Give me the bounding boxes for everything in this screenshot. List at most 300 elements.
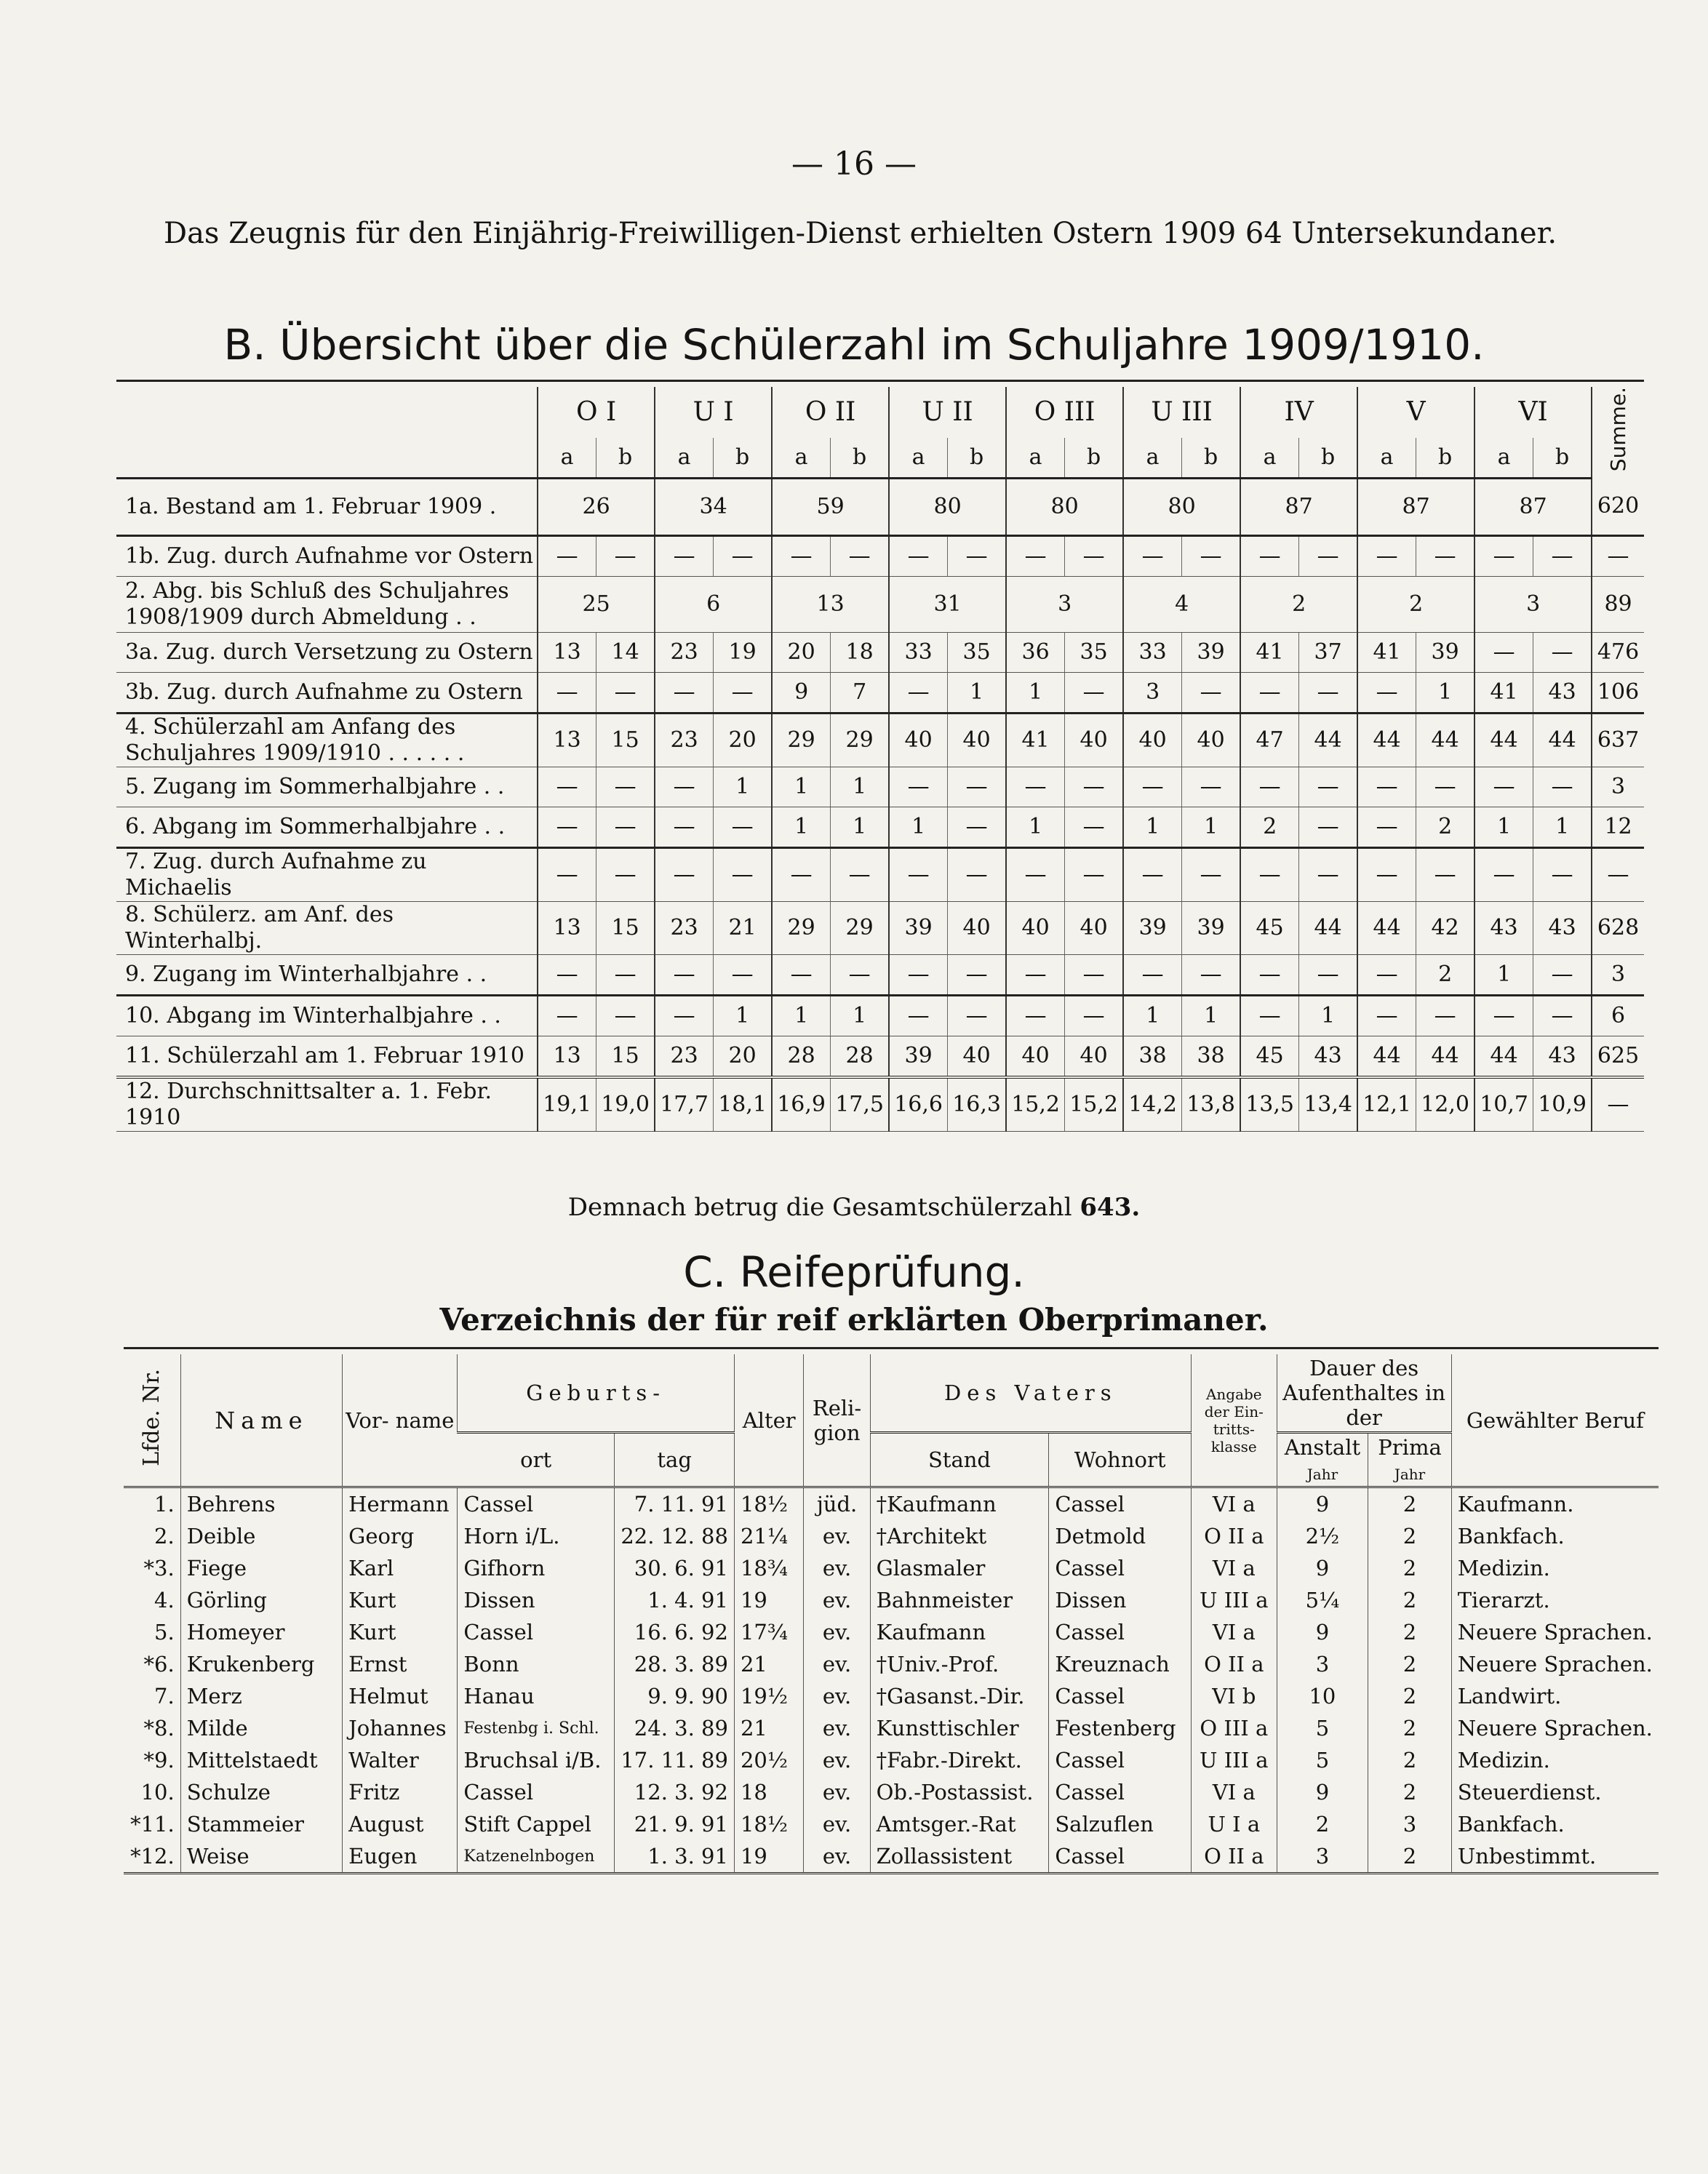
cell: — <box>655 767 714 807</box>
cell: 23 <box>655 1036 714 1077</box>
prima-cell: 2 <box>1368 1552 1451 1584</box>
stand-cell: Kunsttischler <box>870 1712 1049 1744</box>
sub-a-header: a <box>1357 438 1416 478</box>
cell: — <box>655 535 714 576</box>
cell: — <box>596 995 655 1036</box>
cell: — <box>831 847 890 901</box>
cell: 40 <box>1006 1036 1065 1077</box>
anstalt-cell: 5¼ <box>1277 1584 1368 1616</box>
cell: — <box>1182 672 1241 713</box>
religion-cell: ev. <box>804 1840 870 1874</box>
cell: 13,5 <box>1240 1077 1299 1132</box>
cell: 44 <box>1474 1036 1533 1077</box>
table-row <box>124 1776 1659 1808</box>
cell: 15 <box>596 1036 655 1077</box>
cell: — <box>538 672 596 713</box>
row-sum: 628 <box>1592 901 1644 954</box>
tag-cell: 1. 4. 91 <box>615 1584 735 1616</box>
cell: — <box>1299 847 1358 901</box>
row-sum: — <box>1592 535 1644 576</box>
cell: 47 <box>1240 713 1299 767</box>
cell: 40 <box>1065 713 1124 767</box>
cell: 19 <box>714 632 773 672</box>
cell: — <box>1533 767 1592 807</box>
cell: 29 <box>831 713 890 767</box>
religion-cell: ev. <box>804 1712 870 1744</box>
religion-cell: ev. <box>804 1552 870 1584</box>
vorname-cell: August <box>343 1808 458 1840</box>
religion-cell: ev. <box>804 1680 870 1712</box>
klasse-cell: VI a <box>1192 1487 1277 1521</box>
anstalt-cell: 9 <box>1277 1776 1368 1808</box>
cell: 17,5 <box>831 1077 890 1132</box>
cell: 28 <box>831 1036 890 1077</box>
cell: 44 <box>1299 713 1358 767</box>
cell: 7 <box>831 672 890 713</box>
beruf-cell: Medizin. <box>1451 1744 1659 1776</box>
cell: 1 <box>1182 995 1241 1036</box>
cell: 2 <box>1416 954 1475 995</box>
class-header: IV <box>1240 387 1357 438</box>
cell: — <box>596 954 655 995</box>
table-row <box>124 1712 1659 1744</box>
sub-b-header: b <box>1299 438 1358 478</box>
ort-cell: Cassel <box>458 1616 615 1648</box>
beruf-cell: Kaufmann. <box>1451 1487 1659 1521</box>
col-nr: Lfde. Nr. <box>124 1354 180 1487</box>
cell: — <box>772 847 831 901</box>
name-cell: Fiege <box>180 1552 342 1584</box>
klasse-cell: VI a <box>1192 1552 1277 1584</box>
col-prima: Prima Jahr <box>1368 1433 1451 1487</box>
religion-cell: ev. <box>804 1584 870 1616</box>
beruf-cell: Neuere Sprachen. <box>1451 1616 1659 1648</box>
total-line <box>0 1193 1708 1222</box>
cell: 38 <box>1182 1036 1241 1077</box>
cell: 1 <box>1006 807 1065 847</box>
row-sum: 12 <box>1592 807 1644 847</box>
klasse-cell: O III a <box>1192 1712 1277 1744</box>
table-row <box>116 632 1644 672</box>
table-row <box>124 1840 1659 1874</box>
stand-cell: Zollassistent <box>870 1840 1049 1874</box>
name-cell: Schulze <box>180 1776 342 1808</box>
cell: 13,8 <box>1182 1077 1241 1132</box>
cell: — <box>1065 847 1124 901</box>
stand-cell: Amtsger.-Rat <box>870 1808 1049 1840</box>
total-value: 643. <box>1080 1193 1141 1222</box>
tag-cell: 7. 11. 91 <box>615 1487 735 1521</box>
sub-a-header: a <box>1123 438 1182 478</box>
col-alter: Alter <box>734 1354 804 1487</box>
cell: 41 <box>1240 632 1299 672</box>
cell: 1 <box>1299 995 1358 1036</box>
cell: — <box>948 954 1007 995</box>
cell: 1 <box>714 995 773 1036</box>
vorname-cell: Kurt <box>343 1616 458 1648</box>
anstalt-cell: 2½ <box>1277 1520 1368 1552</box>
class-header: U III <box>1123 387 1240 438</box>
cell: 1 <box>1123 807 1182 847</box>
cell: — <box>538 807 596 847</box>
row-label: 12. Durchschnittsalter a. 1. Febr. 1910 <box>116 1077 538 1132</box>
cell: — <box>1182 954 1241 995</box>
cell: — <box>596 847 655 901</box>
col-geburts: Geburts- <box>458 1354 735 1433</box>
row-sum: 620 <box>1592 478 1644 535</box>
vorname-cell: Karl <box>343 1552 458 1584</box>
cell: 14,2 <box>1123 1077 1182 1132</box>
prima-cell: 2 <box>1368 1744 1451 1776</box>
cell: 23 <box>655 901 714 954</box>
stand-cell: Kaufmann <box>870 1616 1049 1648</box>
col-tag: tag <box>615 1433 735 1487</box>
merged-cell: 80 <box>889 478 1006 535</box>
cell: 9 <box>772 672 831 713</box>
cell: — <box>1474 847 1533 901</box>
tag-cell: 16. 6. 92 <box>615 1616 735 1648</box>
name-cell: Merz <box>180 1680 342 1712</box>
cell: 15,2 <box>1065 1077 1124 1132</box>
name-cell: Behrens <box>180 1487 342 1521</box>
merged-cell: 80 <box>1123 478 1240 535</box>
row-label: 8. Schülerz. am Anf. des Winterhalbj. <box>116 901 538 954</box>
alter-cell: 19½ <box>734 1680 804 1712</box>
table-row <box>124 1584 1659 1616</box>
nr-cell: *12. <box>124 1840 180 1874</box>
cell: — <box>1240 954 1299 995</box>
cell: 13 <box>538 713 596 767</box>
tag-cell: 1. 3. 91 <box>615 1840 735 1874</box>
row-label: 5. Zugang im Sommerhalbjahre . . <box>116 767 538 807</box>
wohnort-cell: Salzuflen <box>1049 1808 1192 1840</box>
cell: 40 <box>948 1036 1007 1077</box>
cell: — <box>538 995 596 1036</box>
col-name: Name <box>180 1354 342 1487</box>
cell: 45 <box>1240 901 1299 954</box>
row-sum: 637 <box>1592 713 1644 767</box>
vorname-cell: Hermann <box>343 1487 458 1521</box>
cell: — <box>1299 954 1358 995</box>
vorname-cell: Ernst <box>343 1648 458 1680</box>
tag-cell: 12. 3. 92 <box>615 1776 735 1808</box>
col-vorname: Vor- name <box>343 1354 458 1487</box>
sub-a-header: a <box>772 438 831 478</box>
ort-cell: Katzenelnbogen <box>458 1840 615 1874</box>
wohnort-cell: Cassel <box>1049 1744 1192 1776</box>
cell: — <box>1357 995 1416 1036</box>
cell: — <box>1123 847 1182 901</box>
cell: 41 <box>1006 713 1065 767</box>
nr-cell: 7. <box>154 1684 175 1709</box>
row-label: 4. Schülerzahl am Anfang des Schuljahres 1909/1910 . . . . . . <box>116 713 538 767</box>
cell: 12,0 <box>1416 1077 1475 1132</box>
cell: — <box>1474 632 1533 672</box>
cell: — <box>831 954 890 995</box>
anstalt-cell: 3 <box>1277 1648 1368 1680</box>
klasse-cell: VI a <box>1192 1616 1277 1648</box>
cell: 40 <box>1123 713 1182 767</box>
tag-cell: 9. 9. 90 <box>615 1680 735 1712</box>
stand-cell: †Gasanst.-Dir. <box>870 1680 1049 1712</box>
vorname-cell: Kurt <box>343 1584 458 1616</box>
beruf-cell: Medizin. <box>1451 1552 1659 1584</box>
religion-cell: ev. <box>804 1520 870 1552</box>
cell: 40 <box>948 713 1007 767</box>
row-sum: 3 <box>1592 954 1644 995</box>
divider <box>116 380 1644 382</box>
klasse-cell: O II a <box>1192 1840 1277 1874</box>
cell: 40 <box>1065 1036 1124 1077</box>
sub-b-header: b <box>948 438 1007 478</box>
cell: — <box>1299 807 1358 847</box>
row-sum: 476 <box>1592 632 1644 672</box>
cell: — <box>655 995 714 1036</box>
cell: — <box>1533 847 1592 901</box>
cell: 39 <box>889 901 948 954</box>
cell: — <box>1006 995 1065 1036</box>
prima-cell: 2 <box>1368 1487 1451 1521</box>
stand-cell: Ob.-Postassist. <box>870 1776 1049 1808</box>
alter-cell: 19 <box>734 1584 804 1616</box>
cell: — <box>948 767 1007 807</box>
cell: 23 <box>655 632 714 672</box>
beruf-cell: Neuere Sprachen. <box>1451 1712 1659 1744</box>
table-row <box>116 767 1644 807</box>
cell: 3 <box>1123 672 1182 713</box>
merged-cell: 34 <box>655 478 772 535</box>
col-wohnort: Wohnort <box>1049 1433 1192 1487</box>
wohnort-cell: Kreuznach <box>1049 1648 1192 1680</box>
cell: 35 <box>1065 632 1124 672</box>
wohnort-cell: Cassel <box>1049 1840 1192 1874</box>
cell: 44 <box>1357 1036 1416 1077</box>
cell: 29 <box>831 901 890 954</box>
cell: 1 <box>772 995 831 1036</box>
sub-b-header: b <box>714 438 773 478</box>
table-row <box>124 1680 1659 1712</box>
cell: — <box>772 954 831 995</box>
cell: — <box>1416 767 1475 807</box>
nr-cell: 2. <box>154 1524 175 1548</box>
table-row <box>116 713 1644 767</box>
vorname-cell: Fritz <box>343 1776 458 1808</box>
wohnort-cell: Cassel <box>1049 1616 1192 1648</box>
wohnort-cell: Detmold <box>1049 1520 1192 1552</box>
cell: 1 <box>1416 672 1475 713</box>
section-c-subtitle: Verzeichnis der für reif erklärten Oberprimaner. <box>439 1302 1269 1338</box>
cell: 1 <box>831 767 890 807</box>
cell: — <box>1533 535 1592 576</box>
cell: — <box>1065 767 1124 807</box>
col-dauer: Dauer des Aufenthaltes in der <box>1277 1354 1451 1433</box>
stand-cell: Bahnmeister <box>870 1584 1049 1616</box>
cell: — <box>714 847 773 901</box>
cell: 10,9 <box>1533 1077 1592 1132</box>
header-blank <box>116 387 538 438</box>
cell: — <box>1474 535 1533 576</box>
row-sum: 3 <box>1592 767 1644 807</box>
cell: — <box>1182 535 1241 576</box>
class-header: U I <box>655 387 772 438</box>
nr-cell: *8. <box>143 1716 175 1741</box>
cell: 29 <box>772 901 831 954</box>
prima-cell: 2 <box>1368 1648 1451 1680</box>
alter-cell: 19 <box>734 1840 804 1874</box>
row-label: 3b. Zug. durch Aufnahme zu Ostern <box>116 672 538 713</box>
religion-cell: jüd. <box>804 1487 870 1521</box>
col-ort: ort <box>458 1433 615 1487</box>
vorname-cell: Johannes <box>343 1712 458 1744</box>
cell: — <box>1240 535 1299 576</box>
ort-cell: Cassel <box>458 1487 615 1521</box>
cell: — <box>1006 767 1065 807</box>
cell: — <box>538 954 596 995</box>
stand-cell: †Fabr.-Direkt. <box>870 1744 1049 1776</box>
cell: 45 <box>1240 1036 1299 1077</box>
cell: 29 <box>772 713 831 767</box>
cell: — <box>596 535 655 576</box>
stand-cell: †Kaufmann <box>870 1487 1049 1521</box>
anstalt-cell: 9 <box>1277 1552 1368 1584</box>
row-sum: 106 <box>1592 672 1644 713</box>
table-row <box>124 1520 1659 1552</box>
row-label: 9. Zugang im Winterhalbjahre . . <box>116 954 538 995</box>
cell: — <box>889 847 948 901</box>
cell: 1 <box>1006 672 1065 713</box>
table-row <box>124 1808 1659 1840</box>
cell: — <box>889 995 948 1036</box>
prima-cell: 2 <box>1368 1776 1451 1808</box>
row-label: 11. Schülerzahl am 1. Februar 1910 <box>116 1036 538 1077</box>
name-cell: Deible <box>180 1520 342 1552</box>
wohnort-cell: Festenberg <box>1049 1712 1192 1744</box>
wohnort-cell: Dissen <box>1049 1584 1192 1616</box>
cell: 41 <box>1474 672 1533 713</box>
beruf-cell: Steuerdienst. <box>1451 1776 1659 1808</box>
alter-cell: 18¾ <box>734 1552 804 1584</box>
cell: — <box>1533 954 1592 995</box>
cell: — <box>1357 807 1416 847</box>
ort-cell: Hanau <box>458 1680 615 1712</box>
col-stand: Stand <box>870 1433 1049 1487</box>
beruf-cell: Bankfach. <box>1451 1808 1659 1840</box>
section-c-title: C. Reifeprüfung. <box>683 1247 1025 1297</box>
cell: — <box>948 535 1007 576</box>
table-row <box>116 847 1644 901</box>
col-vater: Des Vaters <box>870 1354 1191 1433</box>
cell: — <box>1299 535 1358 576</box>
cell: 16,9 <box>772 1077 831 1132</box>
name-cell: Görling <box>180 1584 342 1616</box>
cell: — <box>538 767 596 807</box>
cell: — <box>655 954 714 995</box>
sum-header <box>1592 387 1644 478</box>
cell: — <box>714 954 773 995</box>
cell: — <box>1357 847 1416 901</box>
sum-label: Summe. <box>1606 387 1631 472</box>
religion-cell: ev. <box>804 1744 870 1776</box>
cell: 1 <box>772 807 831 847</box>
cell: 44 <box>1474 713 1533 767</box>
cell: 21 <box>714 901 773 954</box>
tag-cell: 17. 11. 89 <box>615 1744 735 1776</box>
sub-a-header: a <box>1474 438 1533 478</box>
table-row <box>116 576 1644 632</box>
cell: 1 <box>831 995 890 1036</box>
merged-cell: 87 <box>1357 478 1474 535</box>
row-label: 10. Abgang im Winterhalbjahre . . <box>116 995 538 1036</box>
table-row <box>116 478 1644 535</box>
alter-cell: 20½ <box>734 1744 804 1776</box>
alter-cell: 18 <box>734 1776 804 1808</box>
merged-cell: 31 <box>889 576 1006 632</box>
cell: — <box>655 847 714 901</box>
vorname-cell: Georg <box>343 1520 458 1552</box>
cell: — <box>1006 535 1065 576</box>
tag-cell: 28. 3. 89 <box>615 1648 735 1680</box>
ort-cell: Cassel <box>458 1776 615 1808</box>
merged-cell: 25 <box>538 576 655 632</box>
table-row <box>116 995 1644 1036</box>
row-sum: 625 <box>1592 1036 1644 1077</box>
cell: 39 <box>1182 901 1241 954</box>
cell: 37 <box>1299 632 1358 672</box>
alter-cell: 17¾ <box>734 1616 804 1648</box>
prima-cell: 3 <box>1368 1808 1451 1840</box>
cell: 1 <box>831 807 890 847</box>
sub-b-header: b <box>1182 438 1241 478</box>
header-blank <box>116 438 538 478</box>
col-anstalt: Anstalt Jahr <box>1277 1433 1368 1487</box>
cell: — <box>538 535 596 576</box>
cell: 43 <box>1299 1036 1358 1077</box>
intro-paragraph: Das Zeugnis für den Einjährig-Freiwilligen-Dienst erhielten Ostern 1909 64 Untersekundaner. <box>164 217 1557 250</box>
cell: — <box>1416 995 1475 1036</box>
beruf-cell: Neuere Sprachen. <box>1451 1648 1659 1680</box>
tag-cell: 24. 3. 89 <box>615 1712 735 1744</box>
cell: 40 <box>948 901 1007 954</box>
merged-cell: 26 <box>538 478 655 535</box>
cell: 35 <box>948 632 1007 672</box>
cell: 1 <box>1182 807 1241 847</box>
wohnort-cell: Cassel <box>1049 1487 1192 1521</box>
cell: 2 <box>1416 807 1475 847</box>
cell: — <box>1357 767 1416 807</box>
cell: 1 <box>948 672 1007 713</box>
stand-cell: †Architekt <box>870 1520 1049 1552</box>
anstalt-cell: 5 <box>1277 1744 1368 1776</box>
cell: 23 <box>655 713 714 767</box>
total-label: Demnach betrug die Gesamtschülerzahl <box>567 1193 1072 1222</box>
prima-cell: 2 <box>1368 1680 1451 1712</box>
cell: — <box>1182 767 1241 807</box>
wohnort-cell: Cassel <box>1049 1552 1192 1584</box>
table-row <box>124 1616 1659 1648</box>
col-religion: Reli- gion <box>804 1354 870 1487</box>
cell: — <box>948 847 1007 901</box>
klasse-cell: U I a <box>1192 1808 1277 1840</box>
cell: — <box>1065 672 1124 713</box>
cell: 41 <box>1357 632 1416 672</box>
cell: 14 <box>596 632 655 672</box>
anstalt-cell: 2 <box>1277 1808 1368 1840</box>
cell: 43 <box>1533 1036 1592 1077</box>
cell: 1 <box>1533 807 1592 847</box>
cell: 38 <box>1123 1036 1182 1077</box>
ort-cell: Dissen <box>458 1584 615 1616</box>
alter-cell: 18½ <box>734 1487 804 1521</box>
